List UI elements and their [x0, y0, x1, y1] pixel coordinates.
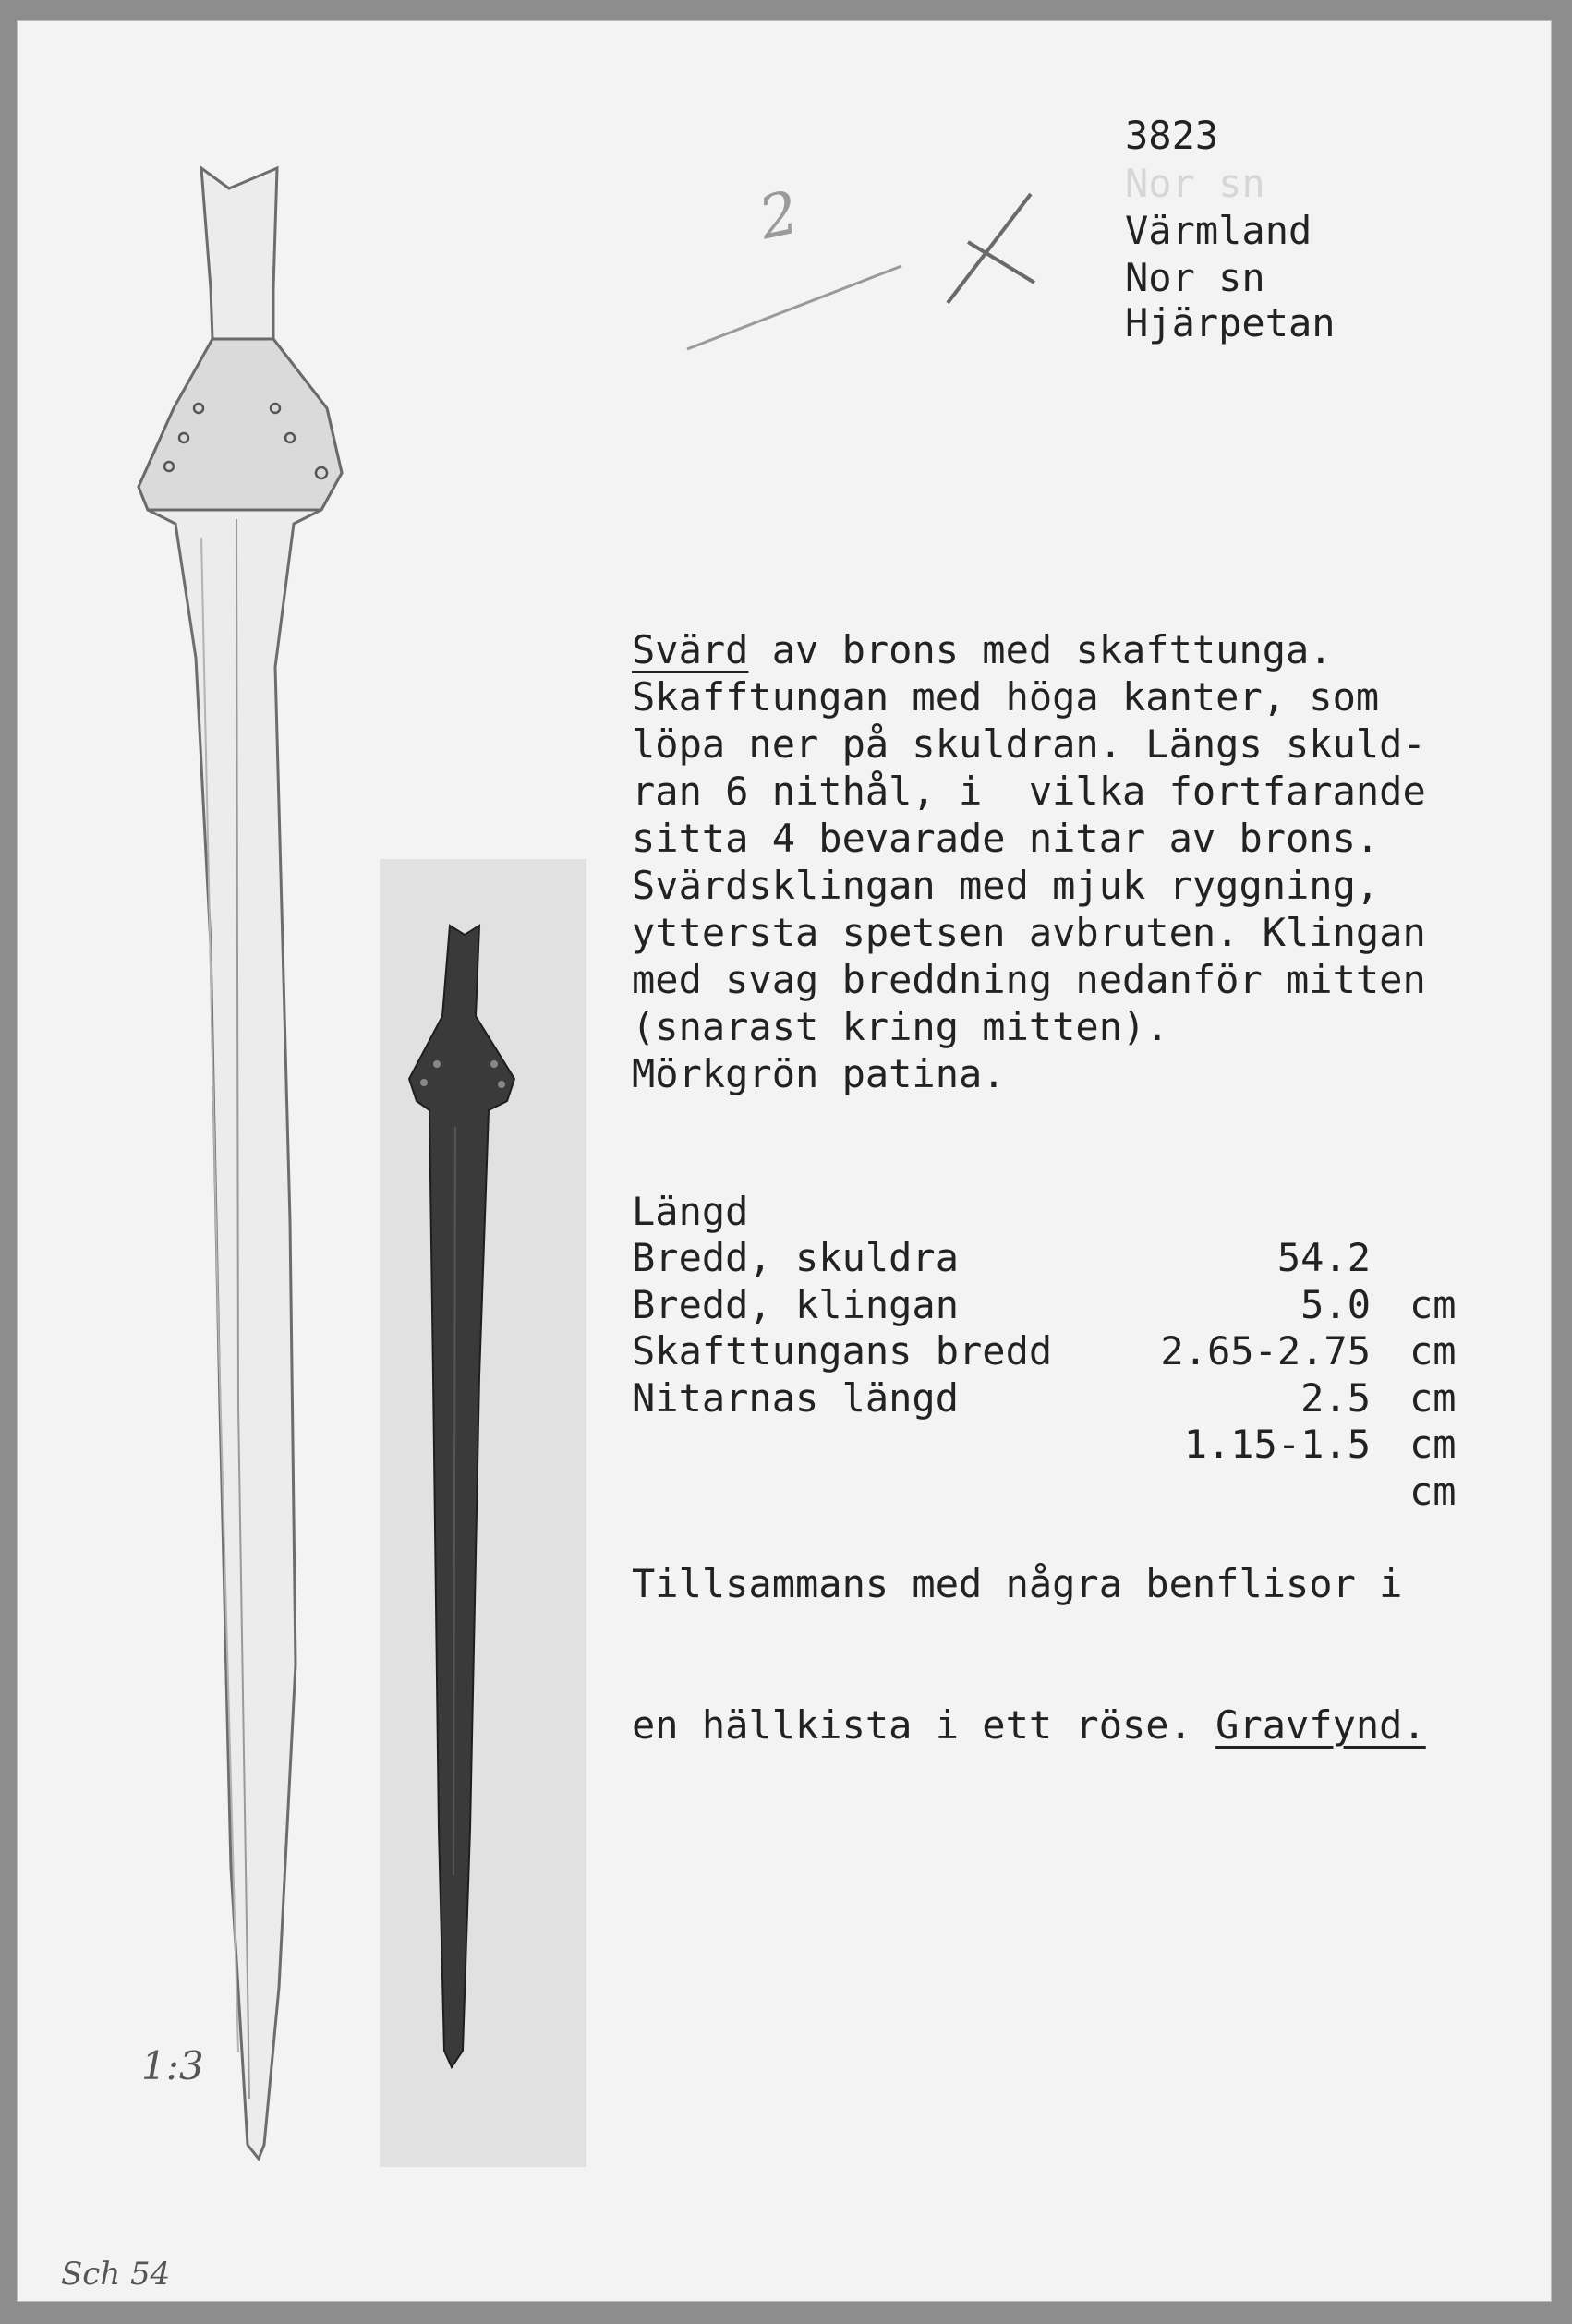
object-type: Svärd: [632, 627, 749, 672]
county-name: Värmland: [1125, 208, 1312, 253]
description-line: löpa ner på skuldran. Längs skuld-: [632, 721, 1426, 767]
pencil-cross: [948, 194, 1034, 303]
parish-name: Nor sn: [1125, 255, 1265, 300]
description-line: Skafftungan med höga kanter, som: [632, 674, 1380, 720]
measurement-value: 2.65-2.75: [1160, 1328, 1371, 1374]
find-type: Gravfynd.: [1215, 1702, 1426, 1748]
drawing-shoulder: [139, 339, 342, 510]
context-text: en hällkista i ett röse.: [632, 1702, 1216, 1748]
measurements-table: [632, 1142, 1463, 1514]
description-line: (snarast kring mitten).: [632, 1004, 1169, 1049]
sheet-code: Sch 54: [61, 2256, 171, 2293]
find-context: [632, 1466, 1426, 1843]
measurement-value: 2.5: [1300, 1374, 1371, 1421]
sword-photograph: [380, 859, 586, 2167]
measurement-value: 5.0: [1300, 1281, 1371, 1327]
catalog-number: 3823: [1125, 113, 1219, 158]
description-line: yttersta spetsen avbruten. Klingan: [632, 910, 1426, 955]
struck-through-parish: Nor sn: [1125, 161, 1265, 206]
object-description: [632, 626, 1426, 1097]
pencil-number: 2: [753, 178, 804, 254]
measurement-label: Nitarnas längd: [632, 1374, 960, 1421]
description-line: Svärdsklingan med mjuk ryggning,: [632, 863, 1380, 908]
measurement-unit: cm: [1409, 1422, 1457, 1467]
photo-sword: [380, 859, 586, 2167]
measurement-label: Skafttungans bredd: [632, 1328, 1053, 1374]
measurement-unit: cm: [1409, 1468, 1457, 1514]
measurement-value: 54.2: [1276, 1235, 1371, 1280]
scale-note: 1:3: [141, 2043, 204, 2088]
description-line: Mörkgrön patina.: [632, 1051, 1006, 1096]
pencil-stroke: [687, 266, 901, 349]
measurement-label: Bredd, klingan: [632, 1281, 960, 1327]
index-card: [17, 20, 1552, 2302]
context-line: Tillsammans med några benflisor i: [632, 1561, 1403, 1606]
object-title-rest: av brons med skafttunga.: [748, 627, 1333, 672]
context-line: [632, 1701, 1426, 1749]
description-line: med svag breddning nedanför mitten: [632, 957, 1426, 1002]
description-title-line: [632, 626, 1426, 673]
measurement-unit: cm: [1409, 1281, 1457, 1327]
measurement-value: 1.15-1.5: [1183, 1422, 1371, 1467]
measurement-label: Längd: [632, 1188, 749, 1234]
description-line: ran 6 nithål, i vilka fortfarande: [632, 769, 1426, 814]
measurement-unit: cm: [1409, 1328, 1457, 1374]
description-line: sitta 4 bevarade nitar av brons.: [632, 816, 1380, 861]
measurement-unit: cm: [1409, 1374, 1457, 1421]
find-site: Hjärpetan: [1125, 300, 1336, 345]
measurement-label: Bredd, skuldra: [632, 1235, 960, 1280]
